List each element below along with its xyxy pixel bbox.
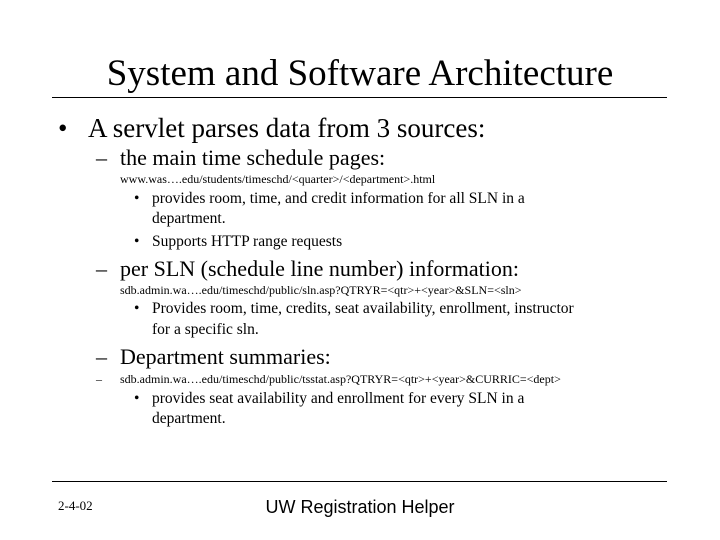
slide-title: System and Software Architecture [106,53,614,94]
point-text: Supports HTTP range requests [152,233,343,250]
bullet-marker: • [134,300,140,317]
dash-marker: – [96,145,107,170]
point-text: for a specific sln. [152,321,259,338]
footer-title: UW Registration Helper [265,497,455,517]
url-sln-info: sdb.admin.wa….edu/timeschd/public/sln.asp?QTRYR=<qtr>+<year>&SLN=<sln> [120,283,522,297]
dash-marker: – [96,344,107,369]
section-heading-dept-summaries: Department summaries: [120,344,331,369]
bullet-marker: • [134,190,140,207]
title-divider [52,97,667,98]
point-text: department. [152,210,226,227]
bullet-marker: • [58,113,68,143]
dash-marker: – [96,256,107,281]
footer-divider [52,481,667,482]
point-text: provides room, time, and credit information for all SLN in a [152,190,525,207]
bullet-marker: • [134,390,140,407]
url-dash-marker: – [96,372,102,386]
main-bullet-text: A servlet parses data from 3 sources: [88,113,486,143]
url-schedule-pages: www.was….edu/students/timeschd/<quarter>/<department>.html [120,172,436,186]
url-dept-summaries: sdb.admin.wa….edu/timeschd/public/tsstat.asp?QTRYR=<qtr>+<year>&CURRIC=<dept> [120,372,561,386]
point-text: Provides room, time, credits, seat availability, enrollment, instructor [152,300,574,317]
section-heading-sln-info: per SLN (schedule line number) information: [120,256,519,281]
point-text: department. [152,410,226,427]
bullet-marker: • [134,233,140,250]
point-text: provides seat availability and enrollment for every SLN in a [152,390,525,407]
section-heading-schedule-pages: the main time schedule pages: [120,145,386,170]
footer-date: 2-4-02 [58,498,93,513]
